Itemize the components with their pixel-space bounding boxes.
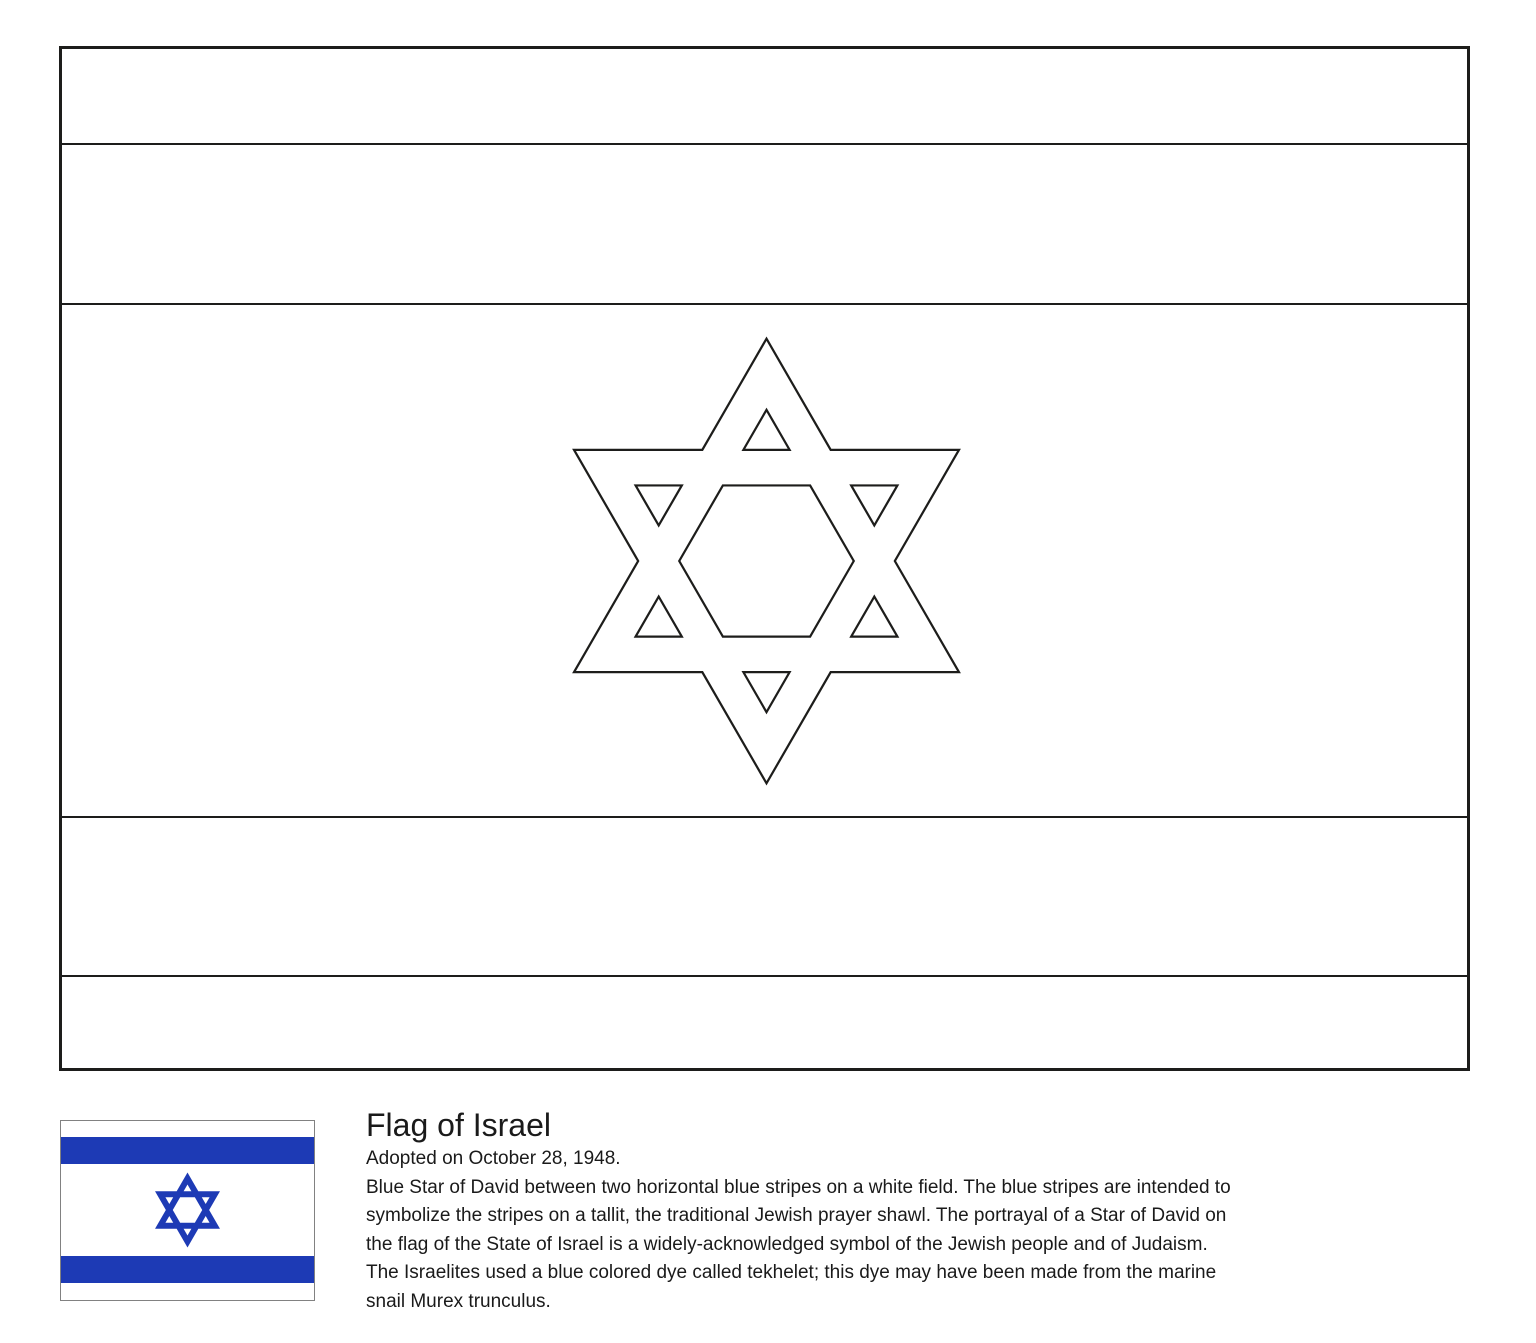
reference-flag-bottom-stripe	[61, 1256, 314, 1283]
description-line: symbolize the stripes on a tallit, the traditional Jewish prayer shawl. The portrayal of a Star of David on	[366, 1205, 1227, 1226]
reference-flag-image	[60, 1120, 315, 1301]
reference-flag-top-stripe	[61, 1137, 314, 1164]
top-stripe-lower-line	[62, 303, 1467, 305]
flag-description	[366, 1145, 1231, 1316]
adopted-line: Adopted on October 28, 1948.	[366, 1148, 621, 1169]
top-stripe-upper-line	[62, 143, 1467, 145]
flag-info-block	[366, 1107, 1231, 1316]
coloring-flag-outline	[59, 46, 1470, 1071]
bottom-stripe-lower-line	[62, 975, 1467, 977]
description-line: snail Murex trunculus.	[366, 1290, 551, 1312]
page-title: Flag of Israel	[366, 1107, 551, 1143]
bottom-stripe-upper-line	[62, 816, 1467, 818]
description-line: the flag of the State of Israel is a widely-acknowledged symbol of the Jewish people and of Judaism.	[366, 1233, 1208, 1255]
star-of-david-blue-icon	[153, 1170, 222, 1250]
description-line: Blue Star of David between two horizontal blue stripes on a white field. The blue stripes are intended to	[366, 1176, 1231, 1198]
description-line: The Israelites used a blue colored dye called tekhelet; this dye may have been made from the marine	[366, 1262, 1217, 1283]
description-lines	[366, 1174, 1231, 1317]
star-of-david-outline-icon	[562, 325, 971, 797]
